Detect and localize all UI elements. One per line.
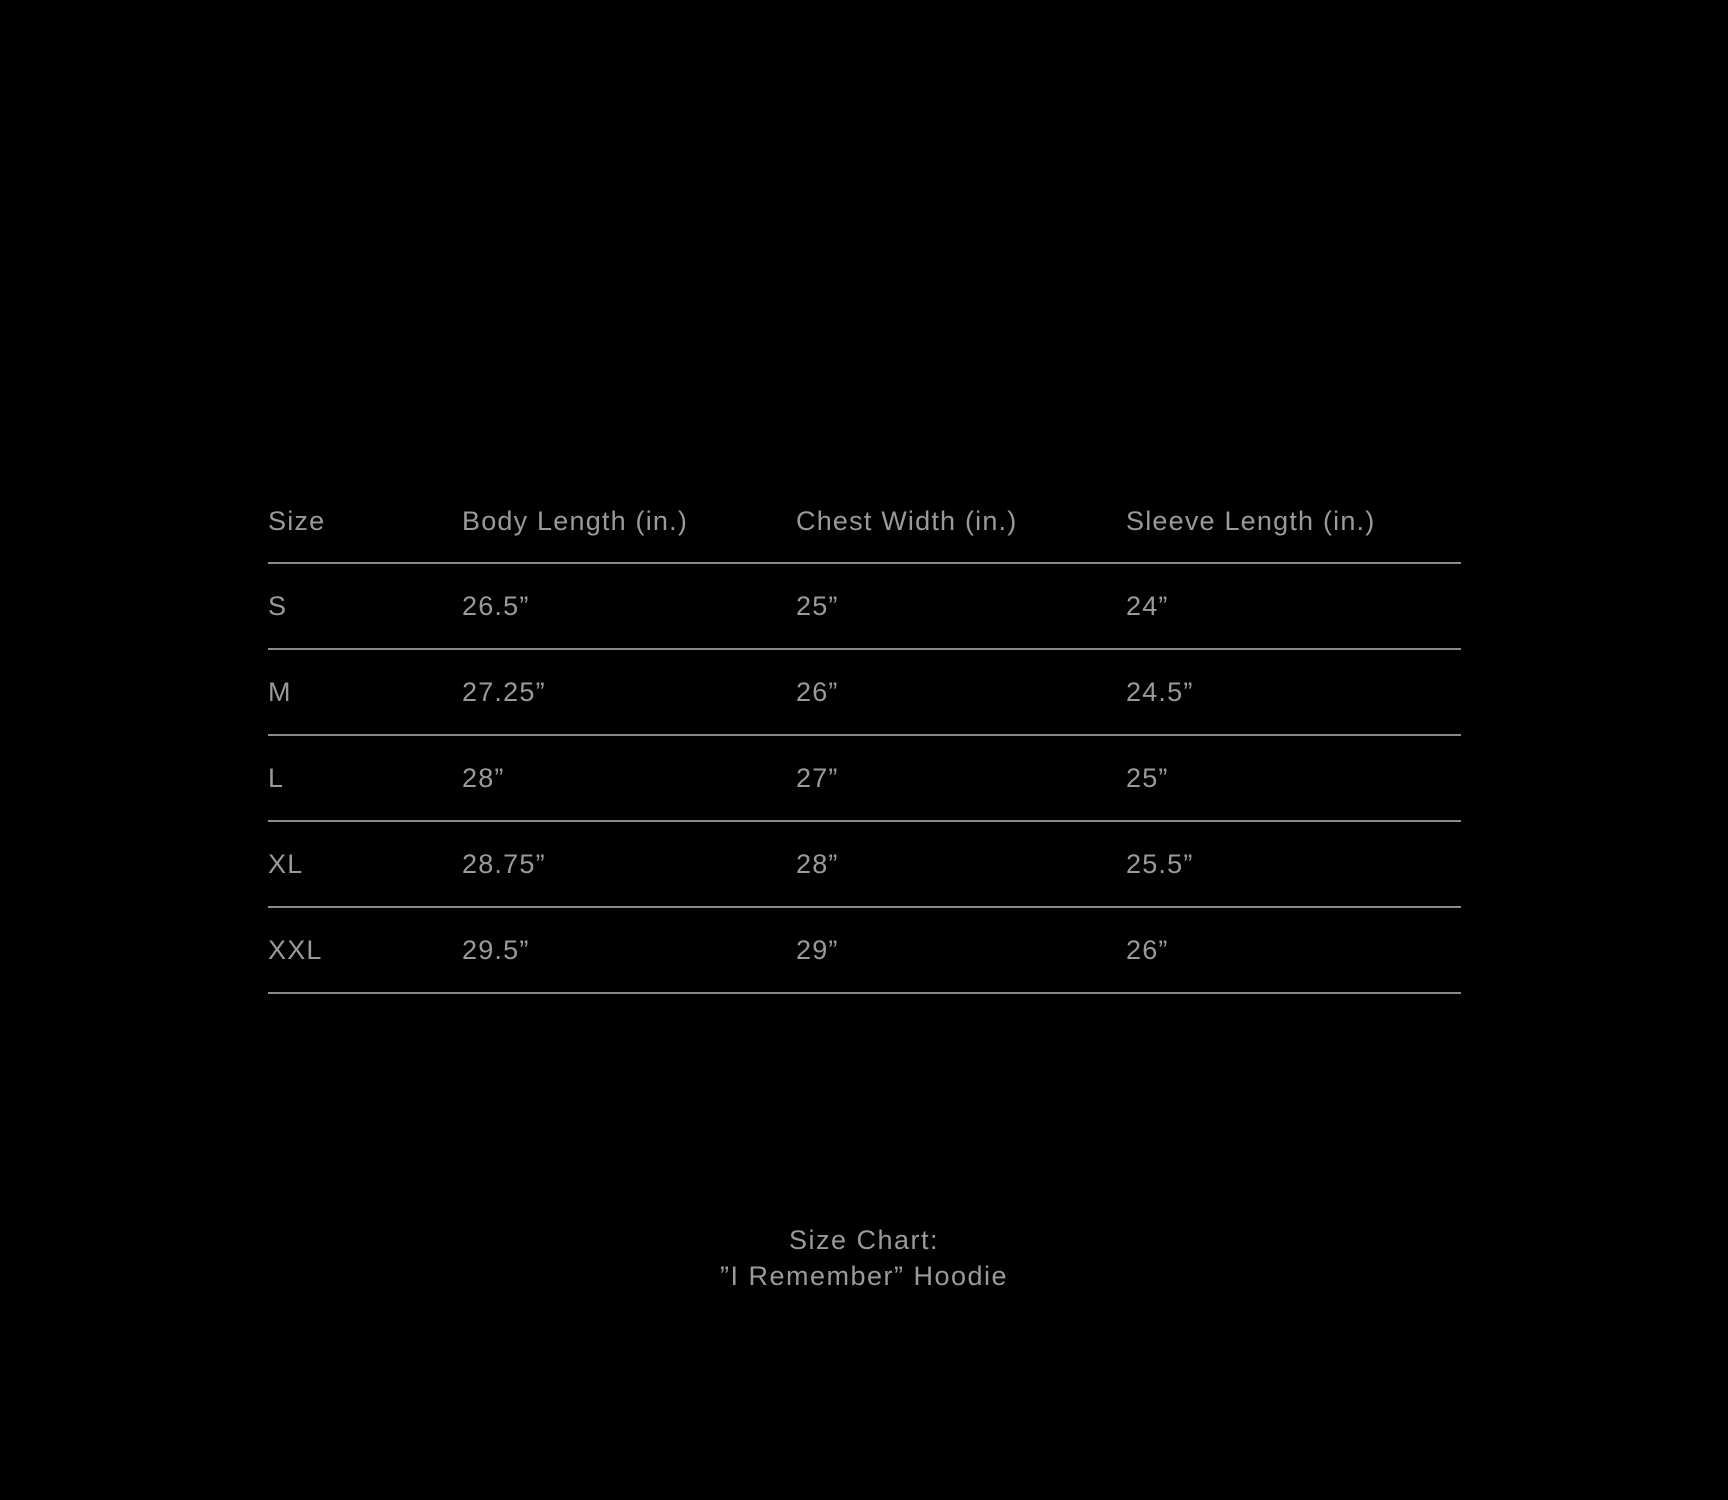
body-length-cell: 28.75”	[462, 848, 546, 879]
header-row	[268, 484, 1461, 563]
body-length-cell: 29.5”	[462, 934, 530, 965]
table-body	[268, 563, 1461, 993]
sleeve-length-cell: 24.5”	[1126, 676, 1194, 707]
body-length-cell: 27.25”	[462, 676, 546, 707]
size-cell: M	[268, 676, 292, 707]
table-row	[268, 735, 1461, 821]
caption-title: Size Chart:	[788, 1225, 940, 1255]
chest-width-cell: 26”	[796, 676, 839, 707]
size-chart-table	[268, 484, 1461, 994]
header-body-length: Body Length (in.)	[462, 506, 689, 536]
sleeve-length-cell: 25.5”	[1126, 848, 1194, 879]
chest-width-cell: 27”	[796, 762, 839, 793]
table-row	[268, 563, 1461, 649]
size-cell: L	[268, 762, 285, 793]
header-sleeve-length: Sleeve Length (in.)	[1126, 506, 1376, 536]
size-cell: S	[268, 590, 288, 621]
sleeve-length-cell: 24”	[1126, 590, 1169, 621]
header-chest-width: Chest Width (in.)	[796, 506, 1018, 536]
chest-width-cell: 25”	[796, 590, 839, 621]
size-cell: XL	[268, 848, 304, 879]
table-header	[268, 484, 1461, 563]
body-length-cell: 26.5”	[462, 590, 530, 621]
table-row	[268, 821, 1461, 907]
table-row	[268, 907, 1461, 993]
size-cell: XXL	[268, 934, 323, 965]
body-length-cell: 28”	[462, 762, 505, 793]
caption-product-name: ”I Remember” Hoodie	[719, 1261, 1009, 1291]
sleeve-length-cell: 26”	[1126, 934, 1169, 965]
chest-width-cell: 28”	[796, 848, 839, 879]
chest-width-cell: 29”	[796, 934, 839, 965]
header-size: Size	[268, 506, 326, 536]
sleeve-length-cell: 25”	[1126, 762, 1169, 793]
size-chart-caption	[0, 1222, 1728, 1294]
table-row	[268, 649, 1461, 735]
